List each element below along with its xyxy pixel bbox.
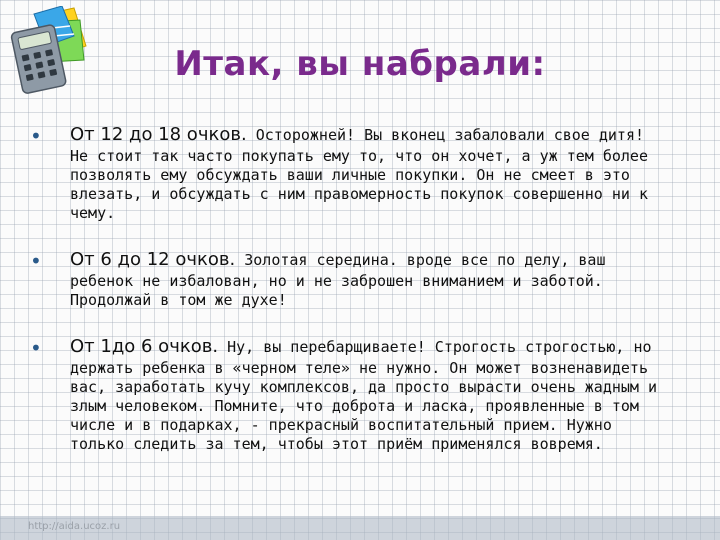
item-first-line: [70, 336, 692, 358]
page-title: Итак, вы набрали:: [174, 44, 546, 84]
list-item: [28, 249, 692, 310]
item-text-start: Золотая середина. вроде все по делу, ваш: [244, 251, 606, 269]
item-text-start: Ну, вы перебарщиваете! Строгость строгостью, но: [227, 338, 652, 356]
item-heading: От 12 до 18 очков.: [70, 124, 247, 145]
content-list: [28, 124, 692, 480]
item-first-line: [70, 249, 692, 271]
bullet-icon: •: [30, 124, 42, 148]
item-heading: От 6 до 12 очков.: [70, 249, 236, 270]
item-text: ребенок не избалован, но и не заброшен вниманием и заботой. Продолжай в том же духе!: [70, 272, 603, 309]
bullet-icon: •: [30, 249, 42, 273]
list-item: [28, 124, 692, 223]
item-text: Не стоит так часто покупать ему то, что он хочет, а уж тем более позволять ему обсуждать ваши личные покупки. Он не смеет в это влезать, и обсуждать с ним правомерность покупок совершенно ни к чему.: [70, 147, 648, 222]
item-text-start: Осторожней! Вы вконец забаловали свое дитя!: [255, 126, 645, 144]
footer-url: http://aida.ucoz.ru: [28, 521, 121, 532]
bullet-icon: •: [30, 336, 42, 360]
item-text: держать ребенка в «черном теле» не нужно. Он может возненавидеть вас, заработать кучу комплексов, да просто вырасти очень жадным и злым человеком. Помните, что доброта и ласка, проявленные в том числе и в подарках, - прекрасный воспитательный прием. Нужно только следить за тем, чтобы этот приём применялся вовремя.: [70, 359, 657, 453]
list-item: [28, 336, 692, 454]
item-first-line: [70, 124, 692, 146]
item-heading: От 1до 6 очков.: [70, 336, 219, 357]
